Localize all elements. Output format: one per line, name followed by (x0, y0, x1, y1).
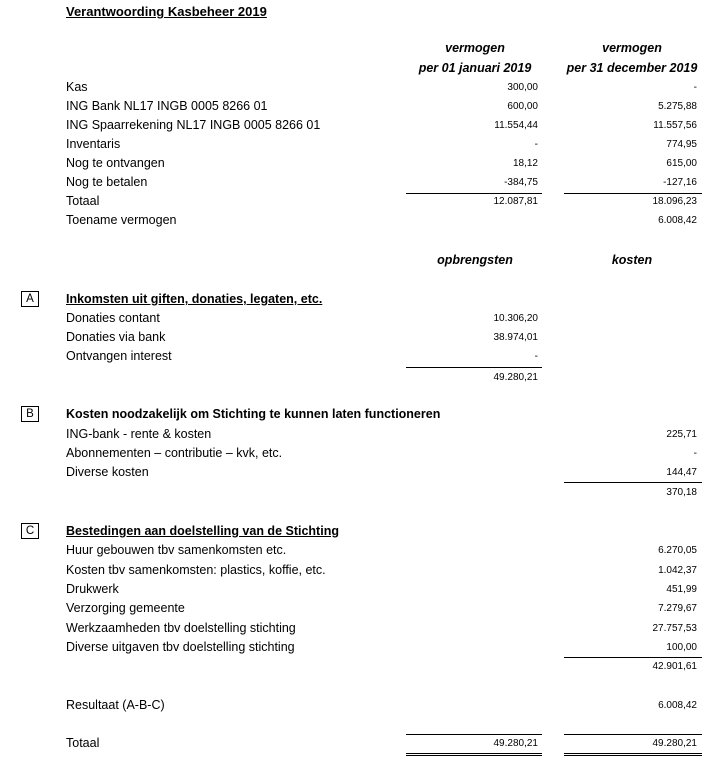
resultaat-value: 6.008,42 (658, 700, 697, 711)
vermogen-row-value-dec: 11.557,56 (653, 120, 697, 131)
vermogen-row-value-dec: 5.275,88 (658, 101, 697, 112)
final-totaal-opbrengsten: 49.280,21 (493, 738, 538, 749)
vermogen-row-label: Inventaris (66, 137, 121, 151)
sum-divider (564, 482, 702, 483)
section-c-title: Bestedingen aan doelstelling van de Stichting (66, 524, 339, 538)
section-b-title: Kosten noodzakelijk om Stichting te kunnen laten functioneren (66, 407, 441, 421)
section-c-row-value: 7.279,67 (658, 603, 697, 614)
section-c-row-label: Verzorging gemeente (66, 601, 185, 615)
resultaat-label: Resultaat (A-B-C) (66, 698, 165, 712)
section-c-row-label: Drukwerk (66, 582, 119, 596)
col-header-opbrengsten: opbrengsten (437, 253, 513, 267)
col-header-jan-line2: per 01 januari 2019 (418, 61, 532, 75)
vermogen-totaal-dec: 18.096,23 (652, 196, 697, 207)
vermogen-row-value-dec: -127,16 (663, 177, 697, 188)
vermogen-row-value-jan: - (534, 139, 538, 150)
double-underline (564, 753, 702, 754)
section-a-row-label: Donaties contant (66, 311, 160, 325)
vermogen-row-value-jan: -384,75 (504, 177, 538, 188)
section-a-row-label: Ontvangen interest (66, 349, 172, 363)
section-c-row-label: Kosten tbv samenkomsten: plastics, koffie, etc. (66, 563, 326, 577)
section-a-row-value: - (534, 351, 538, 362)
section-c-row-label: Huur gebouwen tbv samenkomsten etc. (66, 543, 287, 557)
total-top-line (564, 734, 702, 735)
double-underline (564, 755, 702, 756)
section-b-row-label: Abonnementen – contributie – kvk, etc. (66, 446, 283, 460)
sum-divider (564, 657, 702, 658)
vermogen-totaal-jan: 12.087,81 (493, 196, 538, 207)
section-b-box: B (21, 406, 39, 422)
vermogen-row-value-jan: 600,00 (507, 101, 538, 112)
sum-divider (406, 193, 542, 194)
vermogen-row-label: Nog te ontvangen (66, 156, 165, 170)
section-b-row-value: 225,71 (666, 429, 697, 440)
vermogen-row-label: Kas (66, 80, 88, 94)
sum-divider (564, 193, 702, 194)
toename-label: Toename vermogen (66, 213, 177, 227)
total-top-line (406, 734, 542, 735)
col-header-kosten: kosten (611, 253, 653, 267)
section-b-row-value: - (693, 448, 697, 459)
vermogen-row-value-dec: 615,00 (666, 158, 697, 169)
section-b-row-value: 144,47 (666, 467, 697, 478)
vermogen-row-label: ING Bank NL17 INGB 0005 8266 01 (66, 99, 268, 113)
section-c-row-value: 27.757,53 (652, 623, 697, 634)
section-c-row-value: 6.270,05 (658, 545, 697, 556)
section-c-subtotal: 42.901,61 (652, 661, 697, 672)
vermogen-row-value-jan: 300,00 (507, 82, 538, 93)
section-c-row-label: Diverse uitgaven tbv doelstelling stichting (66, 640, 295, 654)
section-c-row-value: 1.042,37 (658, 565, 697, 576)
vermogen-row-value-dec: - (693, 82, 697, 93)
col-header-dec-line1: vermogen (602, 41, 662, 55)
section-c-row-value: 451,99 (666, 584, 697, 595)
vermogen-totaal-label: Totaal (66, 194, 100, 208)
vermogen-row-label: Nog te betalen (66, 175, 148, 189)
section-a-title: Inkomsten uit giften, donaties, legaten, etc. (66, 292, 323, 306)
sum-divider (406, 367, 542, 368)
col-header-jan-line1: vermogen (445, 41, 505, 55)
toename-value: 6.008,42 (658, 215, 697, 226)
section-b-row-label: ING-bank - rente & kosten (66, 427, 212, 441)
section-b-row-label: Diverse kosten (66, 465, 149, 479)
section-a-row-value: 10.306,20 (493, 313, 538, 324)
double-underline (406, 755, 542, 756)
section-b-subtotal: 370,18 (666, 487, 697, 498)
section-c-row-value: 100,00 (666, 642, 697, 653)
vermogen-row-value-jan: 18,12 (512, 158, 538, 169)
section-c-row-label: Werkzaamheden tbv doelstelling stichting (66, 621, 296, 635)
col-header-dec-line2: per 31 december 2019 (566, 61, 698, 75)
final-totaal-kosten: 49.280,21 (652, 738, 697, 749)
double-underline (406, 753, 542, 754)
final-totaal-label: Totaal (66, 736, 100, 750)
page-title: Verantwoording Kasbeheer 2019 (66, 4, 267, 19)
section-a-box: A (21, 291, 39, 307)
vermogen-row-label: ING Spaarrekening NL17 INGB 0005 8266 01 (66, 118, 321, 132)
section-a-row-value: 38.974,01 (493, 332, 538, 343)
section-a-row-label: Donaties via bank (66, 330, 166, 344)
vermogen-row-value-jan: 11.554,44 (494, 120, 538, 131)
vermogen-row-value-dec: 774,95 (666, 139, 697, 150)
section-a-subtotal: 49.280,21 (493, 372, 538, 383)
section-c-box: C (21, 523, 39, 539)
